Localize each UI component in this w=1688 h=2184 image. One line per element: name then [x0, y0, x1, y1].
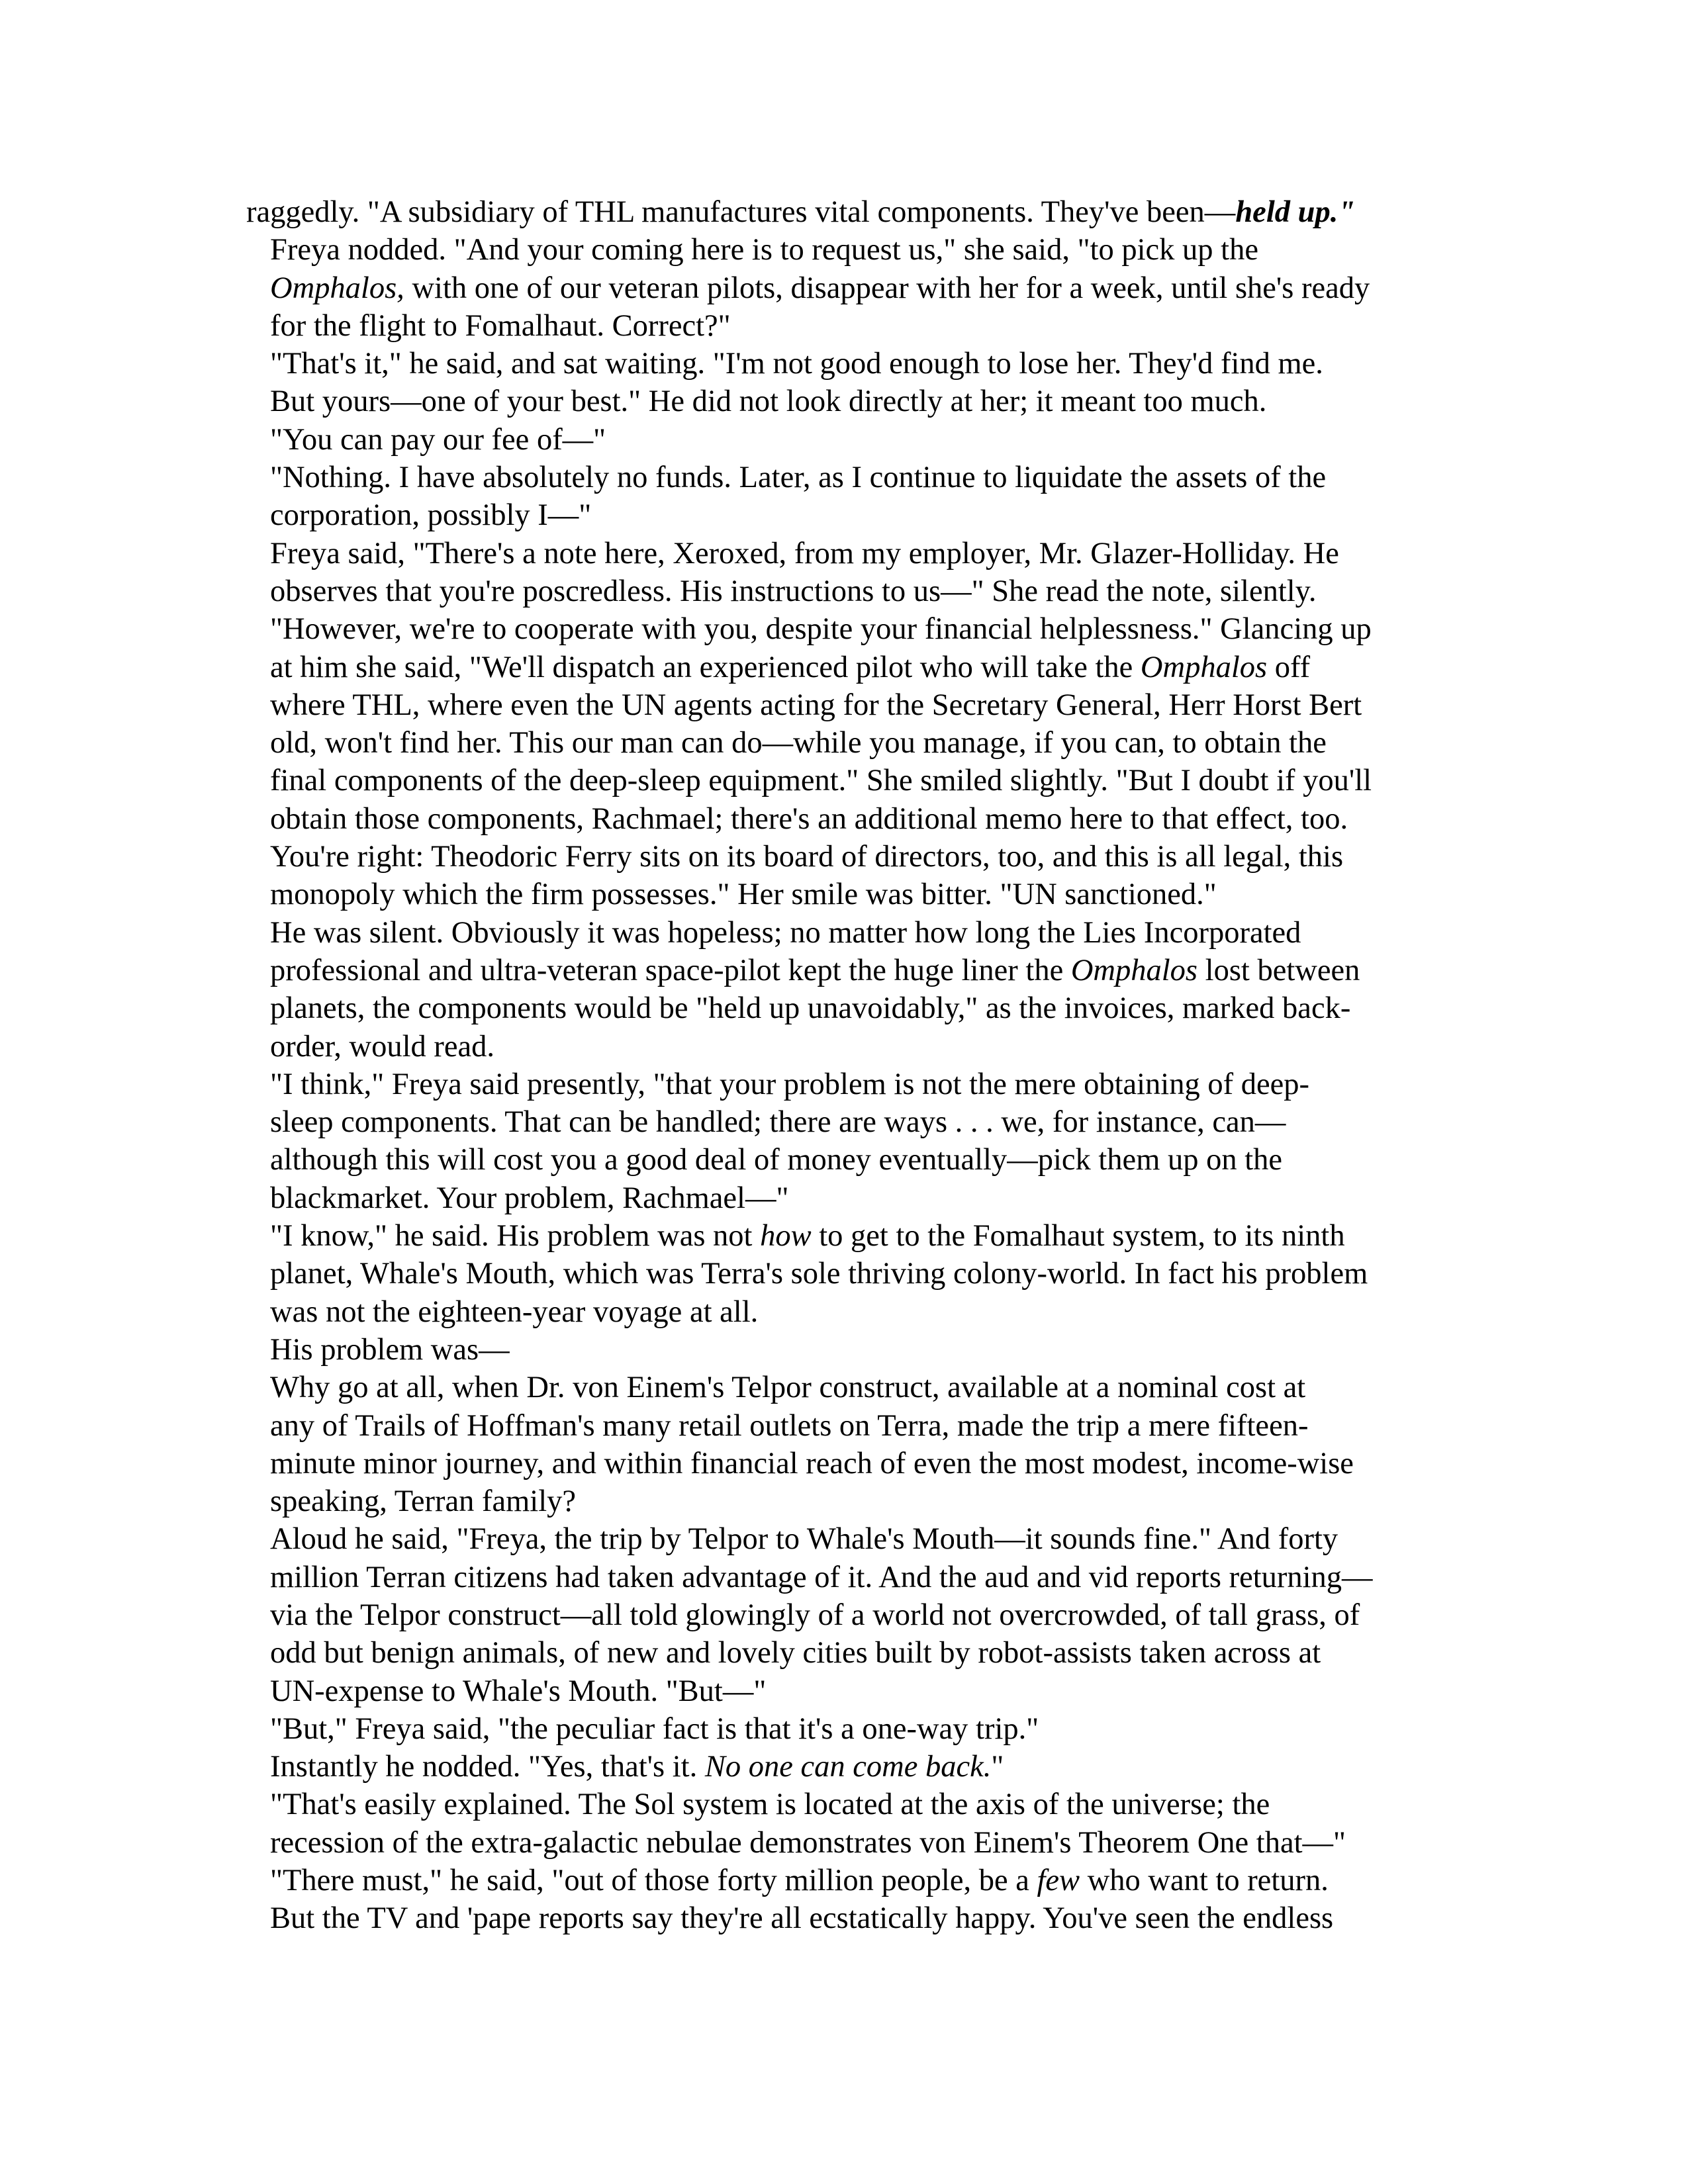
text-line: [246, 345, 1442, 383]
text-line: [246, 1672, 1442, 1710]
text-line: [246, 989, 1442, 1027]
paragraph: [246, 1748, 1442, 1786]
text-run: "You can pay our fee of—": [270, 422, 606, 457]
text-line: [246, 876, 1442, 913]
text-line: [246, 762, 1442, 799]
text-line: [246, 800, 1442, 838]
text-run: odd but benign animals, of new and lovely cities built by robot-assists taken across at: [270, 1636, 1321, 1670]
text-run: for the flight to Fomalhaut. Correct?": [270, 308, 731, 343]
text-run: Freya nodded. "And your coming here is to request us," she said, "to pick up the: [270, 233, 1258, 267]
text-run: ": [991, 1750, 1004, 1784]
text-run: But the TV and 'pape reports say they're all ecstatically happy. You've seen the endless: [270, 1901, 1334, 1936]
text-run: observes that you're poscredless. His instructions to us—" She read the note, silently.: [270, 574, 1317, 608]
text-line: [246, 1824, 1442, 1862]
text-line: [246, 1748, 1442, 1786]
text-line: [246, 649, 1442, 686]
emphasized-text: how: [760, 1219, 812, 1253]
text-run: His problem was—: [270, 1332, 510, 1367]
text-line: [246, 952, 1442, 989]
text-run: "But," Freya said, "the peculiar fact is that it's a one-way trip.": [270, 1711, 1039, 1746]
paragraph: [246, 1710, 1442, 1748]
text-line: [246, 1596, 1442, 1634]
paragraph: [246, 231, 1442, 345]
text-line: [246, 1482, 1442, 1520]
emphasized-text: Omphalos: [1070, 953, 1198, 987]
text-run: speaking, Terran family?: [270, 1484, 577, 1519]
text-run: "That's easily explained. The Sol system is located at the axis of the universe; the: [270, 1788, 1270, 1822]
text-run: "I think," Freya said presently, "that your problem is not the mere obtaining of deep-: [270, 1067, 1309, 1101]
text-line: [246, 1369, 1442, 1406]
text-line: [246, 686, 1442, 724]
text-run: was not the eighteen-year voyage at all.: [270, 1295, 759, 1329]
paragraph: [246, 1369, 1442, 1520]
paragraph: [246, 193, 1442, 231]
body-text: [246, 193, 1442, 1938]
text-run: Freya said, "There's a note here, Xeroxed, from my employer, Mr. Glazer-Holliday. He: [270, 536, 1339, 570]
paragraph: [246, 1217, 1442, 1331]
text-run: lost between: [1197, 953, 1360, 987]
text-line: [246, 1066, 1442, 1103]
text-run: monopoly which the firm possesses." Her smile was bitter. "UN sanctioned.": [270, 878, 1217, 912]
paragraph: [246, 421, 1442, 459]
text-line: [246, 1028, 1442, 1066]
text-line: [246, 1445, 1442, 1482]
text-run: Aloud he said, "Freya, the trip by Telpor to Whale's Mouth—it sounds fine." And forty: [270, 1522, 1338, 1557]
text-run: to get to the Fomalhaut system, to its ninth: [811, 1219, 1345, 1253]
text-line: [246, 307, 1442, 345]
text-run: "I know," he said. His problem was not: [270, 1219, 761, 1253]
text-run: minute minor journey, and within financial reach of even the most modest, income-wise: [270, 1446, 1354, 1480]
text-run: any of Trails of Hoffman's many retail outlets on Terra, made the trip a mere fifteen-: [270, 1408, 1309, 1443]
text-line: [246, 193, 1442, 231]
text-line: [246, 1293, 1442, 1331]
text-line: [246, 838, 1442, 876]
text-run: planet, Whale's Mouth, which was Terra's sole thriving colony-world. In fact his problem: [270, 1257, 1368, 1291]
text-run: final components of the deep-sleep equipment." She smiled slightly. "But I doubt if you'll: [270, 764, 1372, 798]
text-line: [246, 535, 1442, 572]
text-line: [246, 496, 1442, 534]
text-run: He was silent. Obviously it was hopeless; no matter how long the Lies Incorporated: [270, 915, 1301, 950]
paragraph: [246, 345, 1442, 421]
text-line: [246, 1217, 1442, 1255]
text-line: [246, 572, 1442, 610]
text-run: million Terran citizens had taken advantage of it. And the aud and vid reports returning—: [270, 1560, 1373, 1594]
emphasized-text: No one can come back.: [704, 1750, 992, 1784]
text-run: professional and ultra-veteran space-pilot kept the huge liner the: [270, 953, 1071, 987]
text-line: [246, 1103, 1442, 1141]
text-line: [246, 1634, 1442, 1672]
text-run: who want to return.: [1080, 1864, 1329, 1898]
paragraph: [246, 535, 1442, 914]
text-run: recession of the extra-galactic nebulae demonstrates von Einem's Theorem One that—": [270, 1825, 1346, 1860]
text-line: [246, 1179, 1442, 1217]
text-run: order, would read.: [270, 1029, 495, 1064]
text-run: Instantly he nodded. "Yes, that's it.: [270, 1750, 705, 1784]
paragraph: [246, 914, 1442, 1066]
emphasized-text: Omphalos,: [270, 271, 404, 305]
text-line: [246, 269, 1442, 307]
text-line: [246, 421, 1442, 459]
text-line: [246, 1407, 1442, 1445]
text-run: via the Telpor construct—all told glowingly of a world not overcrowded, of tall grass, of: [270, 1598, 1360, 1632]
text-line: [246, 1862, 1442, 1899]
text-line: [246, 610, 1442, 648]
emphasized-text: few: [1037, 1864, 1080, 1898]
text-line: [246, 1520, 1442, 1558]
text-line: [246, 1559, 1442, 1596]
text-line: [246, 724, 1442, 762]
text-run: "Nothing. I have absolutely no funds. Later, as I continue to liquidate the assets of the: [270, 461, 1327, 495]
paragraph: [246, 1331, 1442, 1369]
paragraph: [246, 1066, 1442, 1217]
emphasized-text: Omphalos: [1140, 650, 1268, 684]
text-run: raggedly. "A subsidiary of THL manufactures vital components. They've been—: [246, 195, 1236, 229]
text-run: "That's it," he said, and sat waiting. "I'm not good enough to lose her. They'd find me.: [270, 347, 1323, 381]
text-run: "There must," he said, "out of those forty million people, be a: [270, 1864, 1037, 1898]
text-line: [246, 459, 1442, 496]
text-run: obtain those components, Rachmael; there's an additional memo here to that effect, too.: [270, 801, 1348, 836]
text-line: [246, 1331, 1442, 1369]
text-run: blackmarket. Your problem, Rachmael—": [270, 1181, 789, 1215]
text-run: planets, the components would be "held up unavoidably," as the invoices, marked back-: [270, 991, 1351, 1026]
text-line: [246, 1710, 1442, 1748]
text-run: sleep components. That can be handled; there are ways . . . we, for instance, can—: [270, 1105, 1286, 1140]
text-line: [246, 1141, 1442, 1179]
emphasized-text: held up.": [1235, 195, 1356, 229]
text-run: off: [1267, 650, 1311, 684]
text-line: [246, 383, 1442, 420]
paragraph: [246, 1520, 1442, 1709]
paragraph: [246, 1862, 1442, 1938]
text-line: [246, 1899, 1442, 1937]
text-run: "However, we're to cooperate with you, despite your financial helplessness." Glancing up: [270, 612, 1372, 647]
paragraph: [246, 1786, 1442, 1862]
text-run: although this will cost you a good deal of money eventually—pick them up on the: [270, 1143, 1283, 1177]
text-run: UN-expense to Whale's Mouth. "But—": [270, 1674, 767, 1708]
text-run: You're right: Theodoric Ferry sits on its board of directors, too, and this is all legal, this: [270, 840, 1344, 874]
text-run: old, won't find her. This our man can do—while you manage, if you can, to obtain the: [270, 726, 1327, 760]
text-run: at him she said, "We'll dispatch an experienced pilot who will take the: [270, 650, 1141, 684]
text-line: [246, 231, 1442, 269]
text-run: where THL, where even the UN agents acting for the Secretary General, Herr Horst Bert: [270, 688, 1362, 722]
text-line: [246, 1255, 1442, 1293]
paragraph: [246, 459, 1442, 535]
text-run: corporation, possibly I—": [270, 498, 592, 533]
text-line: [246, 1786, 1442, 1823]
text-run: But yours—one of your best." He did not look directly at her; it meant too much.: [270, 385, 1267, 419]
text-line: [246, 914, 1442, 952]
text-run: Why go at all, when Dr. von Einem's Telpor construct, available at a nominal cost at: [270, 1371, 1306, 1405]
text-run: with one of our veteran pilots, disappear with her for a week, until she's ready: [404, 271, 1370, 305]
